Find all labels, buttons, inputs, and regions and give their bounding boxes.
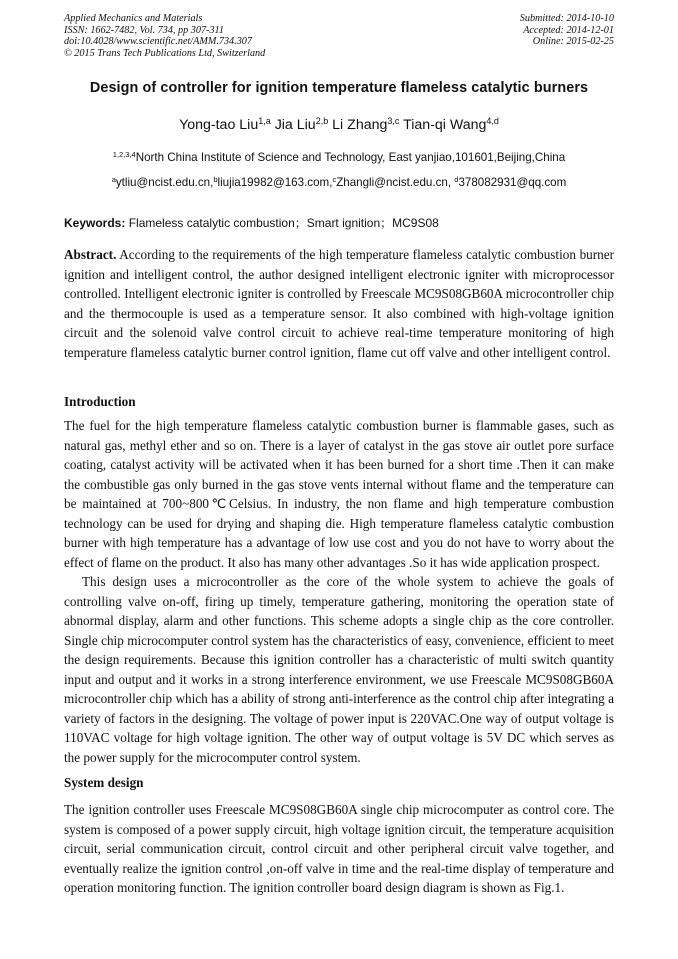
accepted-date: Accepted: 2014-12-01: [523, 24, 614, 36]
author-sup: 2,b: [315, 116, 329, 126]
keywords-text: Flameless catalytic combustion；Smart ignition；MC9S08: [128, 216, 439, 230]
abstract-label: Abstract.: [64, 247, 117, 262]
copyright-line: © 2015 Trans Tech Publications Ltd, Switzerland: [64, 47, 266, 59]
email-sup: b: [213, 175, 218, 184]
author-name: Li Zhang: [332, 117, 388, 133]
author-name: Jia Liu: [274, 117, 316, 133]
author-sup: 1,a: [258, 116, 271, 126]
email-address[interactable]: liujia19982@163.com,: [217, 176, 333, 189]
publication-dates: [520, 13, 614, 48]
author-name: Tian-qi Wang: [403, 117, 487, 133]
issn-line: ISSN: 1662-7482, Vol. 734, pp 307-311: [64, 24, 224, 36]
paragraph: The ignition controller uses Freescale MC9S08GB60A single chip microcomputer as control core. The system is composed of a power supply circuit, high voltage ignition circuit, the temperature acquisition circuit, serial communication circuit, control circuit and other peripheral circuit valve together, and eventually realize the ignition control ,on-off valve in time and the real-time display of temperature and operation monitoring function. The ignition controller board design diagram is shown as Fig.1.: [64, 802, 614, 895]
abstract: [64, 245, 614, 362]
affiliation-sup: 1,2,3,4: [112, 150, 136, 159]
section-heading-system-design: System design: [64, 775, 144, 790]
abstract-text: According to the requirements of the high temperature flameless catalytic combustion burner ignition and intelligent control, the author designed intelligent electronic igniter with microprocessor controlled. Intelligent electronic igniter is controlled by Freescale MC9S08GB60A microcontroller chip and the thermocouple is used as a temperature sensor. It also combined with high-voltage ignition circuit and the solenoid valve control circuit to achieve real-time temperature monitoring of high temperature flameless catalytic burner control ignition, flame cut off valve and other intelligent control.: [64, 247, 614, 360]
paper-title: Design of controller for ignition temperature flameless catalytic burners: [89, 80, 589, 96]
online-date: Online: 2015-02-25: [532, 36, 614, 48]
system-design-body: [64, 800, 614, 898]
journal-name: Applied Mechanics and Materials: [64, 13, 203, 24]
email-sup: d: [454, 175, 459, 184]
paragraph: This design uses a microcontroller as the core of the whole system to achieve the goals of controlling valve on-off, firing up timely, temperature gathering, monitoring the operation state of abnormal display, alarm and other functions. This scheme adopts a single chip as the core controller. Single chip microcomputer control system has the characteristics of easy, convenience, efficient to meet the design requirements. Because this ignition controller has a characteristic of multi switch quantity input and output and it works in a strong interference environment, we use Freescale MC9S08GB60A microcontroller chip which has a ability of strong anti-interference as the control chip after integrating a variety of factors in the designing. The voltage of power input is 220VAC.One way of output voltage is 110VAC voltage for high voltage ignition. The other way of output voltage is 5V DC which serves as the power supply for the microcomputer control system.: [64, 574, 614, 765]
email-address[interactable]: 378082931@qq.com: [458, 176, 567, 189]
email-address[interactable]: ytliu@ncist.edu.cn,: [115, 176, 214, 189]
keywords: [64, 214, 616, 231]
affiliation: [0, 151, 678, 164]
affiliation-text: North China Institute of Science and Technology, East yanjiao,101601,Beijing,China: [135, 151, 566, 164]
introduction-body: [64, 416, 614, 767]
doi-line: doi:10.4028/www.scientific.net/AMM.734.307: [64, 36, 252, 48]
email-sup: c: [332, 175, 337, 184]
submitted-date: Submitted: 2014-10-10: [519, 13, 614, 24]
email-address[interactable]: Zhangli@ncist.edu.cn,: [336, 176, 455, 189]
section-heading-introduction: Introduction: [64, 394, 136, 409]
author-sup: 3,c: [387, 116, 400, 126]
email-sup: a: [111, 175, 116, 184]
journal-info: [64, 13, 265, 59]
author-sup: 4,d: [486, 116, 499, 126]
author-list: [0, 117, 678, 133]
email-list: [0, 176, 678, 189]
keywords-label: Keywords:: [64, 216, 126, 230]
paragraph: The fuel for the high temperature flameless catalytic combustion burner is flammable gases, such as natural gas, methyl ether and so on. There is a layer of catalyst in the gas stove air outlet pore surface coating, catalyst activity will be activated when it has been burned for a short time .Then it can make the combustible gas only burned in the gas stove vents internal without flame and the temperature can be maintained at 700~800℃Celsius. In industry, the non flame and high temperature combustion technology can be used for drying and shaping die. High temperature flameless catalytic combustion burner with high temperature has a advantage of low use cost and you do not have to worry about the effect of flame on the product. It also has many other advantages .So it has wide application prospect.: [64, 418, 614, 570]
author-name: Yong-tao Liu: [179, 117, 259, 133]
